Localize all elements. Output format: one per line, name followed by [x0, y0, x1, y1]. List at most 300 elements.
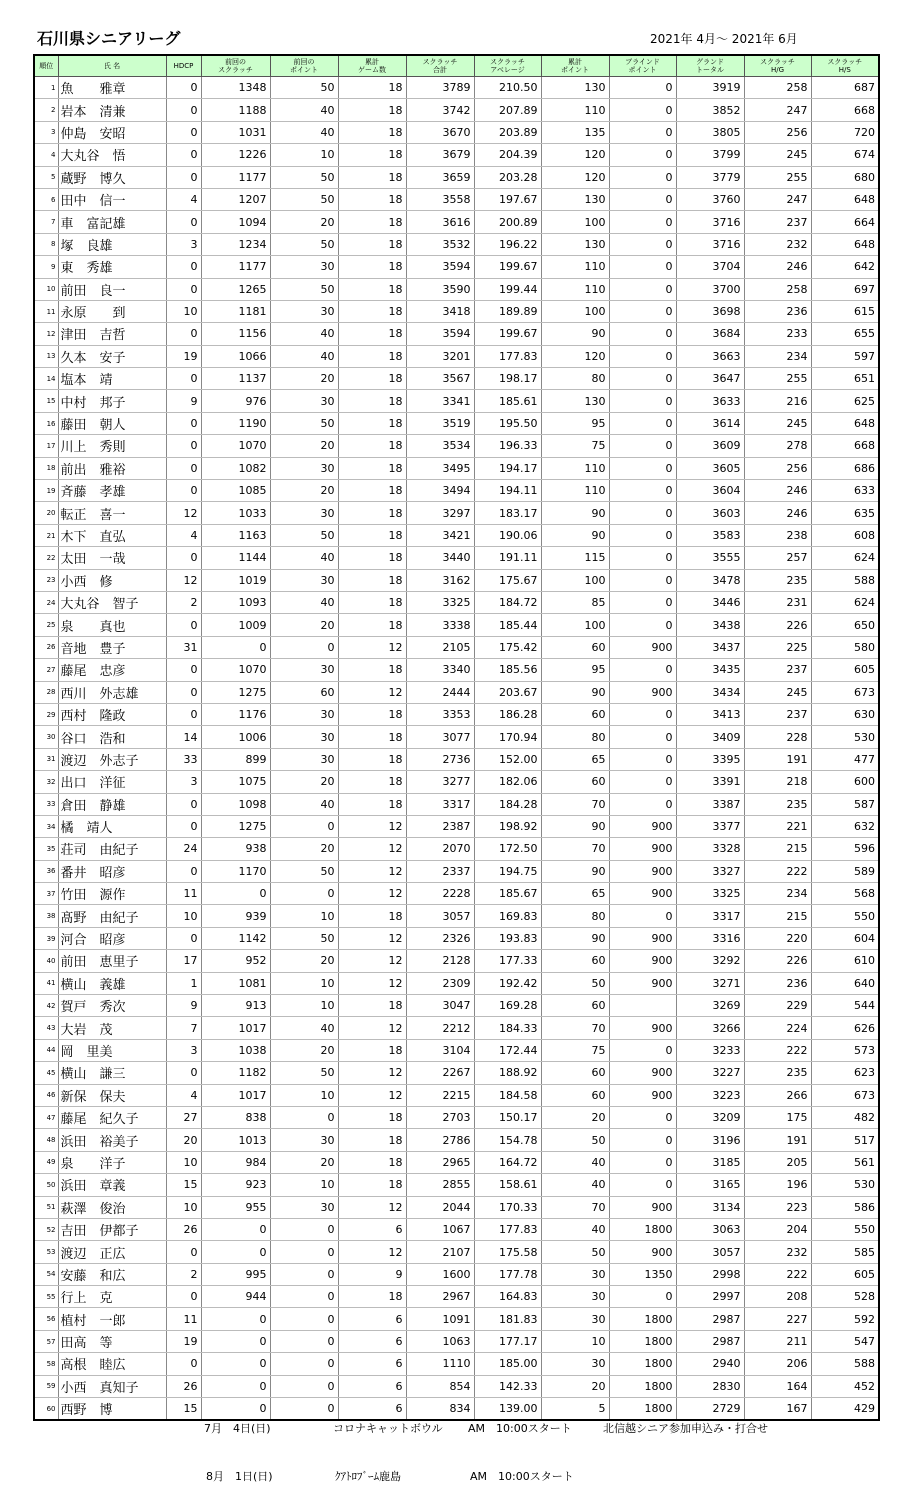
cell-games: 18 — [338, 77, 406, 99]
cell-hdcp: 0 — [166, 166, 201, 188]
cell-scratch-hg: 238 — [744, 524, 811, 546]
cell-scratch-total: 2326 — [406, 927, 474, 949]
cell-total-points: 100 — [541, 211, 609, 233]
cell-scratch-total: 2309 — [406, 972, 474, 994]
period-label: 2021年 4月～ 2021年 6月 — [650, 32, 798, 46]
cell-scratch-hg: 222 — [744, 860, 811, 882]
cell-grand-total: 3292 — [676, 950, 744, 972]
cell-scratch-average: 199.67 — [474, 323, 541, 345]
cell-rank: 47 — [34, 1106, 58, 1128]
cell-total-points: 110 — [541, 457, 609, 479]
cell-hdcp: 26 — [166, 1218, 201, 1240]
column-header-grand-total: グランド トータル — [676, 55, 744, 77]
cell-scratch-average: 182.06 — [474, 771, 541, 793]
cell-prev-scratch: 1181 — [201, 300, 270, 322]
cell-prev-scratch: 1190 — [201, 412, 270, 434]
cell-grand-total: 3716 — [676, 211, 744, 233]
cell-blind-points: 0 — [609, 211, 676, 233]
cell-scratch-total: 2337 — [406, 860, 474, 882]
cell-hdcp: 10 — [166, 905, 201, 927]
cell-grand-total: 2997 — [676, 1286, 744, 1308]
cell-rank: 6 — [34, 188, 58, 210]
cell-prev-scratch: 1075 — [201, 771, 270, 793]
cell-games: 18 — [338, 995, 406, 1017]
table-row — [34, 703, 879, 725]
cell-rank: 27 — [34, 659, 58, 681]
cell-prev-scratch: 1170 — [201, 860, 270, 882]
cell-grand-total: 3409 — [676, 726, 744, 748]
cell-total-points: 80 — [541, 905, 609, 927]
cell-hdcp: 0 — [166, 681, 201, 703]
cell-scratch-hs: 687 — [811, 77, 879, 99]
cell-scratch-average: 158.61 — [474, 1174, 541, 1196]
table-row — [34, 1263, 879, 1285]
table-row — [34, 188, 879, 210]
cell-games: 18 — [338, 547, 406, 569]
cell-hdcp: 15 — [166, 1398, 201, 1421]
cell-scratch-hs: 697 — [811, 278, 879, 300]
cell-games: 18 — [338, 300, 406, 322]
cell-grand-total: 3185 — [676, 1151, 744, 1173]
cell-scratch-hs: 561 — [811, 1151, 879, 1173]
cell-hdcp: 0 — [166, 1062, 201, 1084]
cell-scratch-hs: 530 — [811, 726, 879, 748]
cell-prev-scratch: 923 — [201, 1174, 270, 1196]
cell-blind-points: 0 — [609, 323, 676, 345]
cell-games: 6 — [338, 1398, 406, 1421]
cell-prev-scratch: 1234 — [201, 233, 270, 255]
cell-scratch-hg: 278 — [744, 435, 811, 457]
cell-scratch-average: 186.28 — [474, 703, 541, 725]
cell-rank: 37 — [34, 883, 58, 905]
cell-scratch-average: 203.28 — [474, 166, 541, 188]
cell-scratch-total: 3495 — [406, 457, 474, 479]
cell-hdcp: 0 — [166, 412, 201, 434]
cell-scratch-hs: 668 — [811, 435, 879, 457]
cell-scratch-hs: 587 — [811, 793, 879, 815]
cell-rank: 15 — [34, 390, 58, 412]
cell-scratch-total: 3558 — [406, 188, 474, 210]
cell-scratch-average: 175.58 — [474, 1241, 541, 1263]
cell-games: 18 — [338, 144, 406, 166]
cell-rank: 44 — [34, 1039, 58, 1061]
cell-blind-points: 1800 — [609, 1218, 676, 1240]
cell-games: 18 — [338, 502, 406, 524]
cell-scratch-total: 2786 — [406, 1129, 474, 1151]
cell-prev-scratch: 1142 — [201, 927, 270, 949]
cell-scratch-average: 181.83 — [474, 1308, 541, 1330]
cell-total-points: 90 — [541, 681, 609, 703]
cell-hdcp: 3 — [166, 771, 201, 793]
cell-grand-total: 3852 — [676, 99, 744, 121]
cell-rank: 45 — [34, 1062, 58, 1084]
cell-hdcp: 15 — [166, 1174, 201, 1196]
cell-scratch-hg: 227 — [744, 1308, 811, 1330]
cell-grand-total: 3583 — [676, 524, 744, 546]
cell-prev-points: 20 — [270, 435, 338, 457]
cell-grand-total: 3316 — [676, 927, 744, 949]
cell-scratch-hs: 624 — [811, 547, 879, 569]
cell-games: 18 — [338, 905, 406, 927]
cell-name: 賀戸 秀次 — [58, 995, 166, 1017]
cell-total-points: 30 — [541, 1353, 609, 1375]
cell-games: 12 — [338, 815, 406, 837]
cell-prev-points: 20 — [270, 1151, 338, 1173]
cell-scratch-average: 192.42 — [474, 972, 541, 994]
cell-hdcp: 3 — [166, 1039, 201, 1061]
cell-prev-points: 0 — [270, 1241, 338, 1263]
cell-name: 車 富記雄 — [58, 211, 166, 233]
cell-grand-total: 3760 — [676, 188, 744, 210]
cell-scratch-hg: 236 — [744, 972, 811, 994]
cell-prev-points: 40 — [270, 1017, 338, 1039]
cell-scratch-total: 2387 — [406, 815, 474, 837]
cell-grand-total: 3799 — [676, 144, 744, 166]
cell-name: 吉田 伊都子 — [58, 1218, 166, 1240]
cell-prev-scratch: 1144 — [201, 547, 270, 569]
cell-rank: 3 — [34, 121, 58, 143]
cell-scratch-total: 3594 — [406, 256, 474, 278]
cell-scratch-total: 3057 — [406, 905, 474, 927]
cell-prev-scratch: 1019 — [201, 569, 270, 591]
cell-grand-total: 3633 — [676, 390, 744, 412]
cell-total-points: 50 — [541, 972, 609, 994]
cell-prev-points: 40 — [270, 99, 338, 121]
cell-scratch-average: 185.56 — [474, 659, 541, 681]
cell-blind-points: 0 — [609, 502, 676, 524]
cell-prev-points: 0 — [270, 1218, 338, 1240]
cell-scratch-hg: 224 — [744, 1017, 811, 1039]
cell-games: 18 — [338, 368, 406, 390]
cell-grand-total: 3317 — [676, 905, 744, 927]
cell-games: 18 — [338, 771, 406, 793]
cell-scratch-average: 196.22 — [474, 233, 541, 255]
cell-prev-scratch: 1163 — [201, 524, 270, 546]
cell-scratch-total: 2267 — [406, 1062, 474, 1084]
cell-total-points: 130 — [541, 77, 609, 99]
cell-rank: 2 — [34, 99, 58, 121]
cell-scratch-hg: 211 — [744, 1330, 811, 1352]
schedule-time: AM 10:00スタート — [468, 1422, 572, 1435]
table-row — [34, 1353, 879, 1375]
cell-scratch-hs: 550 — [811, 1218, 879, 1240]
cell-name: 中村 邦子 — [58, 390, 166, 412]
cell-scratch-hs: 604 — [811, 927, 879, 949]
cell-hdcp: 24 — [166, 838, 201, 860]
cell-rank: 52 — [34, 1218, 58, 1240]
cell-prev-points: 30 — [270, 256, 338, 278]
cell-name: 仲島 安昭 — [58, 121, 166, 143]
cell-total-points: 90 — [541, 524, 609, 546]
cell-scratch-hs: 650 — [811, 614, 879, 636]
cell-scratch-hs: 720 — [811, 121, 879, 143]
cell-prev-scratch: 1006 — [201, 726, 270, 748]
cell-scratch-hs: 588 — [811, 569, 879, 591]
cell-blind-points: 0 — [609, 1039, 676, 1061]
cell-name: 谷口 浩和 — [58, 726, 166, 748]
cell-prev-scratch: 1188 — [201, 99, 270, 121]
cell-rank: 25 — [34, 614, 58, 636]
table-row — [34, 1017, 879, 1039]
cell-hdcp: 0 — [166, 457, 201, 479]
table-row — [34, 950, 879, 972]
cell-hdcp: 10 — [166, 1196, 201, 1218]
cell-games: 18 — [338, 524, 406, 546]
cell-blind-points: 0 — [609, 368, 676, 390]
cell-scratch-average: 203.67 — [474, 681, 541, 703]
cell-name: 植村 一郎 — [58, 1308, 166, 1330]
cell-games: 12 — [338, 636, 406, 658]
cell-prev-scratch: 0 — [201, 1308, 270, 1330]
cell-total-points: 80 — [541, 368, 609, 390]
table-row — [34, 1241, 879, 1263]
cell-total-points: 120 — [541, 166, 609, 188]
cell-total-points: 60 — [541, 1084, 609, 1106]
cell-prev-scratch: 0 — [201, 883, 270, 905]
cell-scratch-hg: 215 — [744, 905, 811, 927]
cell-blind-points: 900 — [609, 1084, 676, 1106]
cell-scratch-average: 177.33 — [474, 950, 541, 972]
cell-games: 18 — [338, 233, 406, 255]
cell-prev-points: 10 — [270, 144, 338, 166]
cell-scratch-average: 203.89 — [474, 121, 541, 143]
cell-games: 18 — [338, 480, 406, 502]
cell-prev-points: 0 — [270, 1263, 338, 1285]
table-header-row — [34, 55, 879, 77]
column-header-scratch-hg: スクラッチ H/G — [744, 55, 811, 77]
cell-blind-points — [609, 995, 676, 1017]
cell-scratch-average: 199.44 — [474, 278, 541, 300]
cell-scratch-hg: 220 — [744, 927, 811, 949]
cell-total-points: 20 — [541, 1106, 609, 1128]
cell-name: 浜田 裕美子 — [58, 1129, 166, 1151]
cell-rank: 38 — [34, 905, 58, 927]
cell-prev-scratch: 1093 — [201, 591, 270, 613]
cell-total-points: 130 — [541, 233, 609, 255]
cell-grand-total: 3271 — [676, 972, 744, 994]
table-row — [34, 435, 879, 457]
cell-prev-points: 40 — [270, 591, 338, 613]
cell-blind-points: 0 — [609, 905, 676, 927]
cell-scratch-hs: 630 — [811, 703, 879, 725]
table-row — [34, 502, 879, 524]
cell-scratch-total: 2444 — [406, 681, 474, 703]
cell-grand-total: 3269 — [676, 995, 744, 1017]
cell-scratch-hg: 196 — [744, 1174, 811, 1196]
cell-prev-points: 50 — [270, 524, 338, 546]
cell-total-points: 5 — [541, 1398, 609, 1421]
cell-scratch-average: 194.11 — [474, 480, 541, 502]
cell-scratch-hg: 167 — [744, 1398, 811, 1421]
cell-games: 12 — [338, 1241, 406, 1263]
table-row — [34, 390, 879, 412]
column-header-games: 累計 ゲーム数 — [338, 55, 406, 77]
cell-total-points: 50 — [541, 1129, 609, 1151]
cell-prev-scratch: 1017 — [201, 1017, 270, 1039]
table-row — [34, 726, 879, 748]
cell-scratch-average: 210.50 — [474, 77, 541, 99]
table-row — [34, 278, 879, 300]
cell-grand-total: 3555 — [676, 547, 744, 569]
cell-scratch-hs: 651 — [811, 368, 879, 390]
cell-hdcp: 10 — [166, 1151, 201, 1173]
cell-grand-total: 3325 — [676, 883, 744, 905]
cell-name: 大岩 茂 — [58, 1017, 166, 1039]
cell-scratch-total: 3162 — [406, 569, 474, 591]
cell-grand-total: 3391 — [676, 771, 744, 793]
cell-scratch-total: 3297 — [406, 502, 474, 524]
cell-hdcp: 0 — [166, 547, 201, 569]
cell-blind-points: 0 — [609, 1106, 676, 1128]
cell-scratch-hg: 246 — [744, 502, 811, 524]
page-title: 石川県シニアリーグ — [37, 29, 181, 48]
column-header-scratch-hs: スクラッチ H/S — [811, 55, 879, 77]
cell-hdcp: 3 — [166, 233, 201, 255]
cell-scratch-hg: 164 — [744, 1375, 811, 1397]
table-row — [34, 1196, 879, 1218]
cell-name: 斉藤 孝雄 — [58, 480, 166, 502]
cell-grand-total: 2998 — [676, 1263, 744, 1285]
cell-name: 川上 秀則 — [58, 435, 166, 457]
cell-scratch-average: 185.61 — [474, 390, 541, 412]
cell-grand-total: 3395 — [676, 748, 744, 770]
cell-name: 前田 恵里子 — [58, 950, 166, 972]
cell-scratch-hg: 257 — [744, 547, 811, 569]
cell-prev-scratch: 939 — [201, 905, 270, 927]
cell-prev-points: 0 — [270, 1106, 338, 1128]
cell-games: 18 — [338, 412, 406, 434]
cell-scratch-hg: 232 — [744, 1241, 811, 1263]
cell-scratch-average: 195.50 — [474, 412, 541, 434]
cell-scratch-average: 189.89 — [474, 300, 541, 322]
cell-hdcp: 0 — [166, 927, 201, 949]
cell-total-points: 40 — [541, 1151, 609, 1173]
cell-blind-points: 900 — [609, 815, 676, 837]
cell-blind-points: 1800 — [609, 1375, 676, 1397]
cell-scratch-hg: 229 — [744, 995, 811, 1017]
cell-blind-points: 0 — [609, 480, 676, 502]
cell-total-points: 60 — [541, 950, 609, 972]
cell-scratch-average: 199.67 — [474, 256, 541, 278]
cell-prev-scratch: 1013 — [201, 1129, 270, 1151]
cell-rank: 4 — [34, 144, 58, 166]
cell-grand-total: 3700 — [676, 278, 744, 300]
cell-scratch-average: 193.83 — [474, 927, 541, 949]
cell-prev-points: 30 — [270, 1129, 338, 1151]
cell-rank: 9 — [34, 256, 58, 278]
cell-grand-total: 3377 — [676, 815, 744, 837]
cell-grand-total: 2729 — [676, 1398, 744, 1421]
cell-games: 6 — [338, 1308, 406, 1330]
cell-prev-points: 30 — [270, 703, 338, 725]
cell-total-points: 30 — [541, 1286, 609, 1308]
table-row — [34, 748, 879, 770]
cell-name: 前田 良一 — [58, 278, 166, 300]
cell-prev-points: 50 — [270, 1062, 338, 1084]
cell-scratch-average: 170.94 — [474, 726, 541, 748]
cell-scratch-hs: 642 — [811, 256, 879, 278]
cell-name: 藤田 朝人 — [58, 412, 166, 434]
cell-grand-total: 3437 — [676, 636, 744, 658]
cell-prev-scratch: 1275 — [201, 681, 270, 703]
cell-scratch-total: 3341 — [406, 390, 474, 412]
cell-rank: 29 — [34, 703, 58, 725]
cell-name: 太田 一哉 — [58, 547, 166, 569]
cell-grand-total: 3438 — [676, 614, 744, 636]
cell-games: 18 — [338, 435, 406, 457]
cell-scratch-total: 2212 — [406, 1017, 474, 1039]
cell-grand-total: 3605 — [676, 457, 744, 479]
cell-scratch-hs: 547 — [811, 1330, 879, 1352]
cell-scratch-hs: 589 — [811, 860, 879, 882]
cell-prev-scratch: 938 — [201, 838, 270, 860]
cell-scratch-hs: 568 — [811, 883, 879, 905]
cell-scratch-hg: 205 — [744, 1151, 811, 1173]
cell-total-points: 70 — [541, 1017, 609, 1039]
table-row — [34, 636, 879, 658]
cell-rank: 60 — [34, 1398, 58, 1421]
cell-blind-points: 0 — [609, 659, 676, 681]
cell-scratch-total: 3317 — [406, 793, 474, 815]
cell-grand-total: 3716 — [676, 233, 744, 255]
cell-hdcp: 0 — [166, 99, 201, 121]
cell-hdcp: 0 — [166, 793, 201, 815]
cell-rank: 32 — [34, 771, 58, 793]
cell-hdcp: 26 — [166, 1375, 201, 1397]
cell-hdcp: 0 — [166, 77, 201, 99]
table-row — [34, 793, 879, 815]
cell-scratch-total: 1110 — [406, 1353, 474, 1375]
cell-scratch-hg: 237 — [744, 659, 811, 681]
cell-games: 12 — [338, 950, 406, 972]
column-header-hdcp: HDCP — [166, 55, 201, 77]
cell-name: 横山 謙三 — [58, 1062, 166, 1084]
table-row — [34, 860, 879, 882]
column-header-name: 氏 名 — [58, 55, 166, 77]
cell-games: 18 — [338, 256, 406, 278]
cell-grand-total: 3413 — [676, 703, 744, 725]
cell-rank: 26 — [34, 636, 58, 658]
cell-scratch-total: 3047 — [406, 995, 474, 1017]
cell-hdcp: 2 — [166, 591, 201, 613]
cell-scratch-hs: 668 — [811, 99, 879, 121]
cell-prev-scratch: 1156 — [201, 323, 270, 345]
cell-name: 行上 克 — [58, 1286, 166, 1308]
cell-games: 18 — [338, 166, 406, 188]
cell-scratch-hg: 226 — [744, 614, 811, 636]
cell-games: 18 — [338, 569, 406, 591]
cell-games: 6 — [338, 1330, 406, 1352]
cell-grand-total: 3684 — [676, 323, 744, 345]
cell-scratch-average: 177.83 — [474, 1218, 541, 1240]
cell-scratch-total: 3421 — [406, 524, 474, 546]
cell-rank: 57 — [34, 1330, 58, 1352]
cell-blind-points: 0 — [609, 435, 676, 457]
cell-scratch-average: 152.00 — [474, 748, 541, 770]
table-row — [34, 300, 879, 322]
cell-grand-total: 2940 — [676, 1353, 744, 1375]
cell-grand-total: 3328 — [676, 838, 744, 860]
cell-hdcp: 0 — [166, 614, 201, 636]
cell-name: 蔵野 博久 — [58, 166, 166, 188]
cell-prev-points: 0 — [270, 1375, 338, 1397]
cell-grand-total: 3434 — [676, 681, 744, 703]
cell-name: 久本 安子 — [58, 345, 166, 367]
column-header-blind-points: ブラインド ポイント — [609, 55, 676, 77]
table-row — [34, 883, 879, 905]
cell-games: 6 — [338, 1353, 406, 1375]
cell-scratch-hs: 632 — [811, 815, 879, 837]
